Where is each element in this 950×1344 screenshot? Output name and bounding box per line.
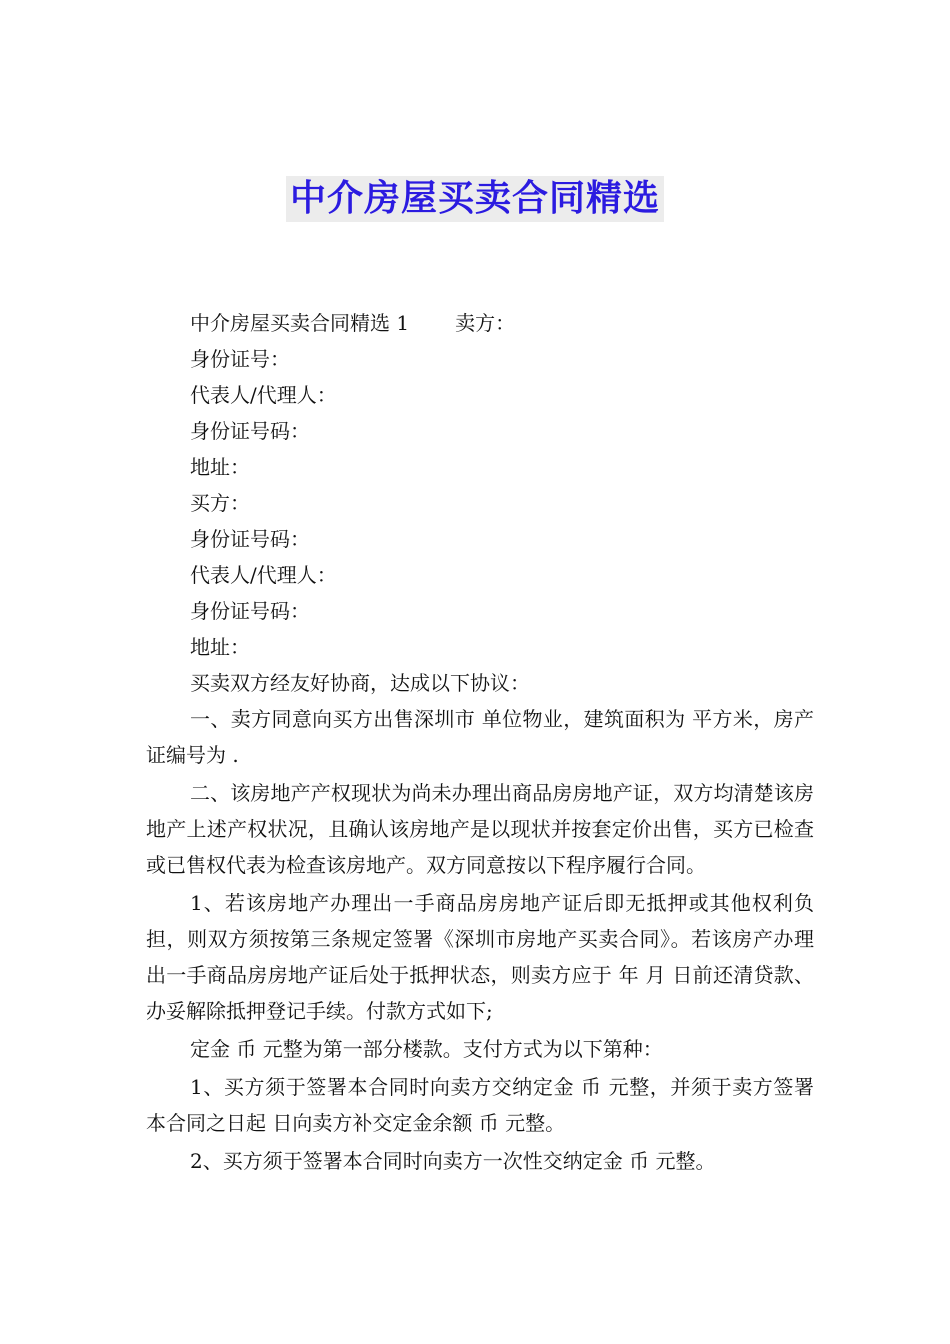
clause-one: 一、卖方同意向买方出售深圳市 单位物业，建筑面积为 平方米，房产证编号为 .: [146, 707, 814, 767]
buyer-address: 地址：: [190, 635, 250, 659]
document-title: 中介房屋买卖合同精选: [286, 176, 664, 222]
clause-two: 二、该房地产产权现状为尚未办理出商品房房地产证，双方均清楚该房地产上述产权状况，且确认该房地产是以现状并按套定价出售，买方已检查或已售权代表为检查该房地产。双方同意按以下程序履行合同。: [146, 781, 814, 877]
deposit-option-2: 2、买方须于签署本合同时向卖方一次性交纳定金 币 元整。: [190, 1149, 716, 1173]
clause-two-item-1: 1、若该房地产办理出一手商品房房地产证后即无抵押或其他权利负担，则双方须按第三条规定签署《深圳市房地产买卖合同》。若该房产办理出一手商品房房地产证后处于抵押状态，则卖方应于 年 月 日前还清贷款、办妥解除抵押登记手续。付款方式如下;: [146, 891, 814, 1023]
buyer-id-number: 身份证号码：: [190, 527, 310, 551]
buyer-label: 买方：: [190, 491, 250, 515]
buyer-rep-id-number: 身份证号码：: [190, 599, 310, 623]
section-heading: 中介房屋买卖合同精选 1: [190, 311, 410, 335]
seller-address: 地址：: [190, 455, 250, 479]
seller-rep-id-number: 身份证号码：: [190, 419, 310, 443]
deposit-option-1: 1、买方须于签署本合同时向卖方交纳定金 币 元整，并须于卖方签署本合同之日起 日向卖方补交定金余额 币 元整。: [146, 1075, 814, 1135]
seller-representative: 代表人/代理人：: [190, 383, 337, 407]
document-body: [146, 305, 814, 1179]
deposit-clause: 定金 币 元整为第一部分楼款。支付方式为以下第种：: [190, 1037, 663, 1061]
agreement-intro: 买卖双方经友好协商，达成以下协议：: [190, 671, 530, 695]
buyer-representative: 代表人/代理人：: [190, 563, 337, 587]
seller-id-number: 身份证号：: [190, 347, 290, 371]
heading-line: [146, 305, 814, 341]
title-container: [0, 176, 950, 222]
seller-label: 卖方：: [455, 311, 516, 335]
